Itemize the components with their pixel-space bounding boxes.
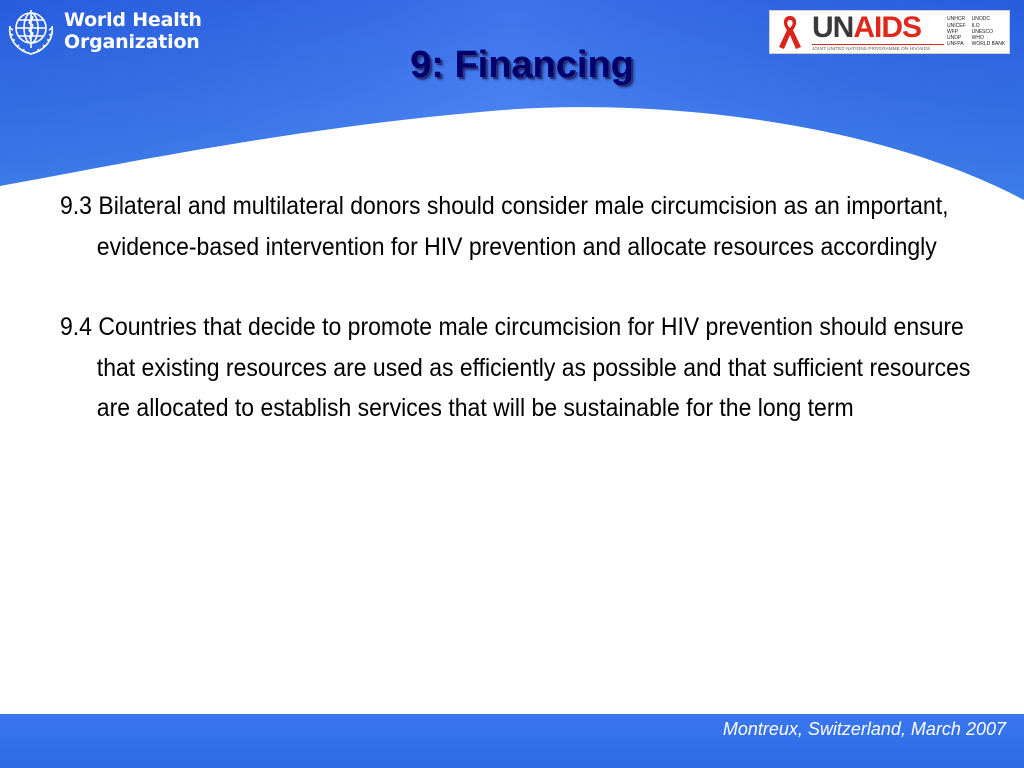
unaids-cosponsor: WFP [947,28,959,35]
slide-title: 9: Financing [410,44,634,86]
who-wordmark-line1: World Health [64,9,202,31]
unaids-cosponsor: UNESCO [971,28,994,35]
unaids-cosponsor: UNHCR [947,16,966,23]
unaids-cosponsor: WHO [971,35,984,42]
unaids-cosponsor: UNFPA [947,41,964,48]
unaids-cosponsor: ILO [971,22,980,29]
unaids-cosponsor: UNODC [971,16,990,23]
unaids-cosponsor: UNDP [947,35,962,42]
slide-content [60,186,970,469]
who-wordmark-line2: Organization [64,31,200,53]
bullet-9-4: 9.4 Countries that decide to promote male circumcision for HIV prevention should ensure that existing resources are used as efficiently as possible and that sufficient resources are allocated to establish services that will be sustainable for the long term [60,313,971,422]
bullet-9-3: 9.3 Bilateral and multilateral donors should consider male circumcision as an important, evidence-based intervention for HIV prevention and allocate resources accordingly [60,192,949,261]
unaids-cosponsor: WORLD BANK [971,41,1006,48]
unaids-cosponsor: UNICEF [947,22,966,29]
unaids-word-un: UN [812,10,854,44]
unaids-word [812,10,944,44]
footer-bar [0,714,1024,768]
footer-location-date: Montreux, Switzerland, March 2007 [722,719,1006,739]
unaids-subtitle: JOINT UNITED NATIONS PROGRAMME ON HIV/AIDS [812,44,944,52]
unaids-word-aids: AIDS [853,10,922,44]
